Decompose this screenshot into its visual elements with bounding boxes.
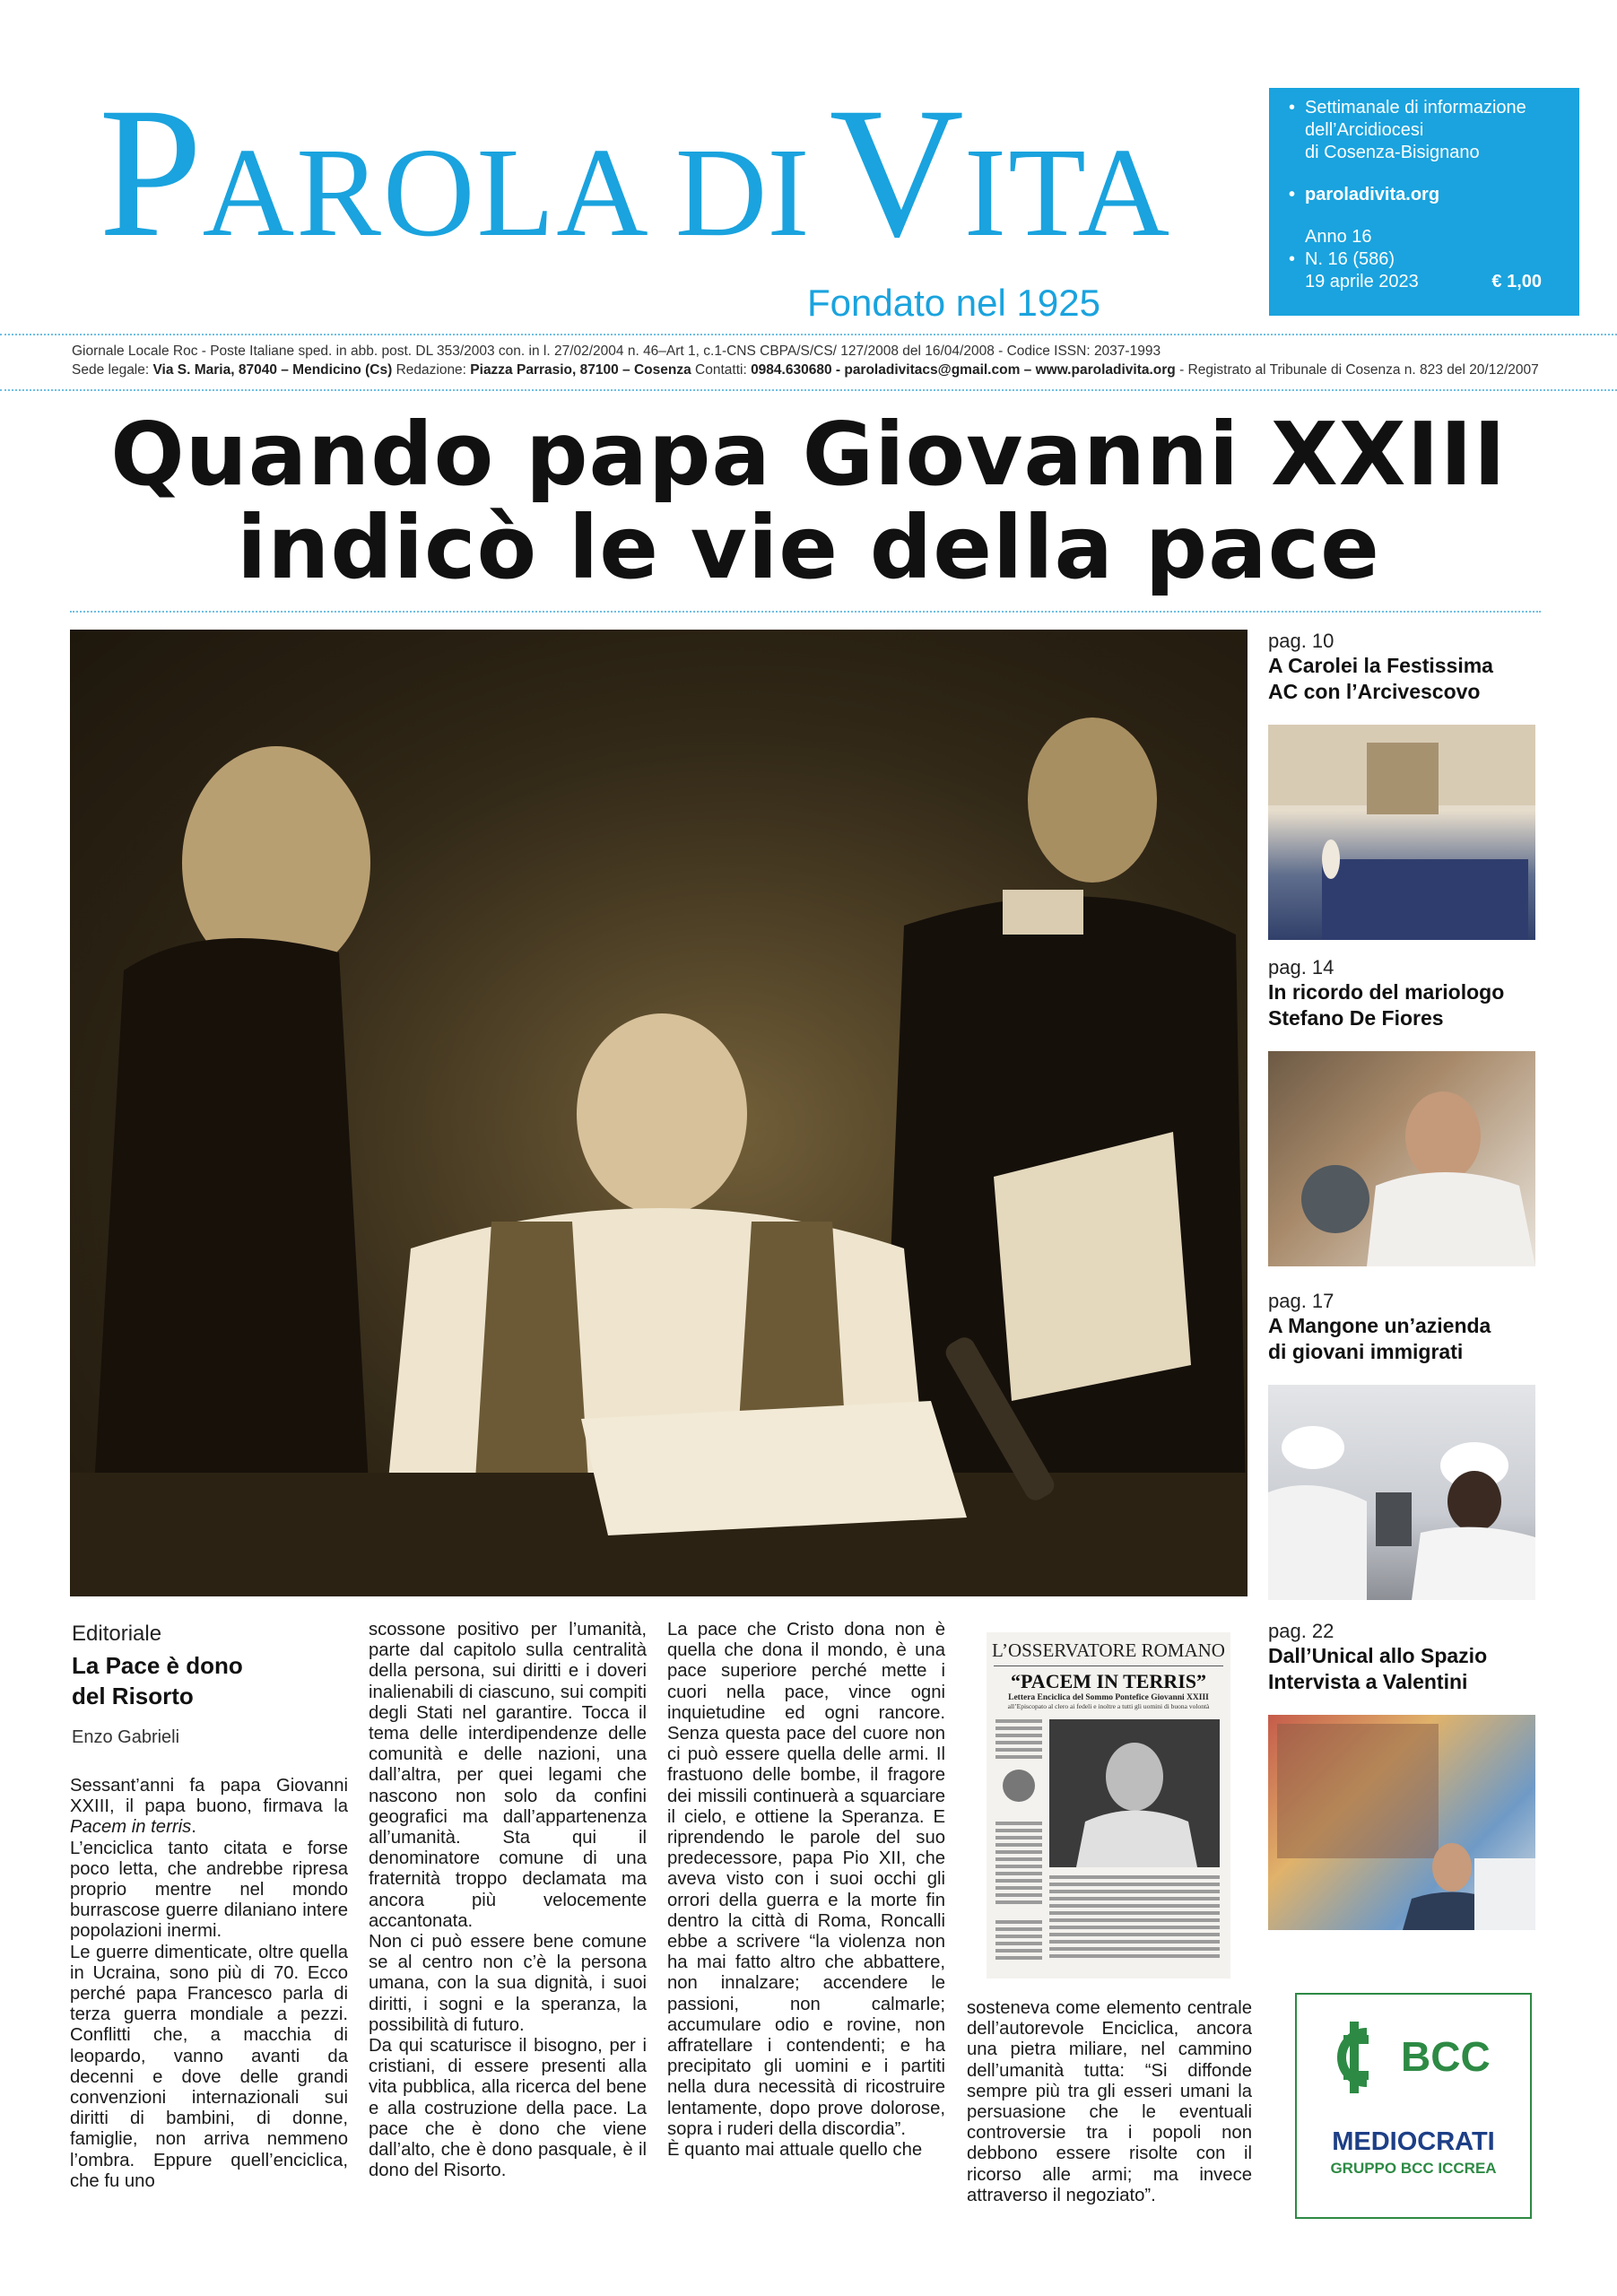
sidebar-photo-unical (1268, 1715, 1535, 1930)
osservatore-romano-clipping (987, 1632, 1230, 1979)
masthead-letters: AROLA (202, 121, 650, 263)
sidebar-photo-mangone (1268, 1385, 1535, 1600)
clipping-subtitle: Lettera Enciclica del Sommo Pontefice Giovanni XXIII (1008, 1693, 1209, 1702)
headline-line: Quando papa Giovanni XXIII (110, 404, 1507, 505)
legal-line-address: Sede legale: Via S. Maria, 87040 – Mendicino (Cs) Redazione: Piazza Parrasio, 87100 – Cosenza Contatti: 0984.630680 - paroladivitacs@gmail.com – www.paroladivita.org - Registrato al Tribunale di Cosenza n. 823 del 20/12/2007 (72, 362, 1539, 378)
article-paragraph: sosteneva come elemento centrale dell’autorevole Enciclica, ancora una pietra miliare, nel cammino dell’umanità tutta: “Si diffonde sempre più tra gli esseri umani la persuasione che le eventuali controversie tra i popoli non debbono essere risolte con il ricorso alle armi; ma invece attraverso il negoziato”. (967, 1998, 1252, 2205)
photo-illustration (1268, 1051, 1535, 1266)
issue-number: N. 16 (586) (1305, 249, 1395, 269)
sidebar-page-ref: pag. 22 (1268, 1620, 1334, 1642)
main-headline (36, 404, 1581, 598)
bcc-mediocrati-ad[interactable] (1295, 1993, 1532, 2219)
ad-group-name: GRUPPO BCC ICCREA (1330, 2160, 1497, 2177)
article-kicker: Editoriale (72, 1622, 162, 1646)
clipping-masthead: L’OSSERVATORE ROMANO (992, 1639, 1225, 1661)
article-column-1 (70, 1776, 348, 2192)
article-column-2 (369, 1620, 647, 2181)
issue-price: € 1,00 (1491, 272, 1542, 291)
ad-bank-name: MEDIOCRATI (1332, 2127, 1495, 2156)
sidebar-story-title[interactable]: A Mangone un’azienda di giovani immigrati (1268, 1314, 1491, 1363)
article-paragraph: Non ci può essere bene comune se al centro non c’è la persona umana, con la sua dignità, i suoi diritti, i sogni e la speranza, la possibilità di futuro. (369, 1932, 647, 2035)
masthead-letters: ITA (963, 121, 1172, 263)
article-paragraph: La pace che Cristo dona non è quella che dona il mondo, è una pace superiore perché mette i cuori nella pace, vince ogni inquietudine ed ogni rancore. Senza questa pace del cuore non ci può essere quella delle armi. Il frastuono delle bombe, il fragore dei missili continuerà a squarciare il cielo, e ottiene la Speranza. E riprendendo le parole del suo predecessore, papa Pio XII, che aveva visto con i suoi occhi gli orrori della guerra e la morte fin dentro la città di Roma, Roncalli ebbe a scrivere “la violenza non ha mai fatto altro che abbattere, non innalzare; accendere le passioni, non calmarle; accumulare odio e rovine, non affratellare i contendenti; e ha precipitato gli uomini e i partiti nella dura necessità di ricostruire lentamente, dopo prove dolorose, sopra i ruderi della discordia”. (667, 1620, 945, 2139)
sidebar-page-ref: pag. 10 (1268, 630, 1334, 652)
article-column-3 (667, 1620, 945, 2161)
website-link[interactable]: paroladivita.org (1305, 185, 1440, 204)
masthead-letter: V (829, 69, 964, 275)
article-paragraph: L’enciclica tanto citata e forse poco letta, che andrebbe ripresa proprio mentre nel mondo burrascose guerre dilaniano intere popolazioni inermi. (70, 1838, 348, 1942)
clipping-subtitle: all’Episcopato al clero ai fedeli e inoltre a tutti gli uomini di buona volontà (1007, 1702, 1210, 1710)
encyclical-title: Pacem in terris (70, 1817, 192, 1838)
sidebar-photo-de-fiores (1268, 1051, 1535, 1266)
photo-illustration (1268, 725, 1535, 940)
founded-tagline: Fondato nel 1925 (807, 282, 1100, 324)
masthead-letter: P (99, 69, 203, 275)
article-title: La Pace è dono del Risorto (72, 1652, 243, 1709)
article-author: Enzo Gabrieli (72, 1727, 180, 1747)
clipping-columns-illustration (987, 1714, 1230, 1979)
sidebar-story-title[interactable]: A Carolei la Festissima AC con l’Arcivescovo (1268, 654, 1493, 703)
main-photo-pope-signing (70, 630, 1248, 1596)
photo-illustration (70, 630, 1248, 1596)
sidebar-photo-carolei (1268, 725, 1535, 940)
article-paragraph: Sessant’anni fa papa Giovanni XXIII, il papa buono, firmava la Pacem in terris. (70, 1776, 348, 1838)
article-paragraph: È quanto mai attuale quello che (667, 2140, 923, 2161)
bullet-icon: • (1289, 185, 1296, 204)
info-line: di Cosenza-Bisignano (1305, 143, 1480, 162)
article-paragraph: scossone positivo per l’umanità, parte dal capitolo sulla centralità della persona, sui diritti e i doveri inalienabili di ciascuno, sui compiti degli Stati nel garantire. Tocca il tema delle interdipendenze delle comunità e delle nazioni, una dall’altra, per quei legami che nascono non solo da confini geografici ma dall’appartenenza all’umanità. Sta qui il denominatore comune di una fraternità troppo declamata ma ancora più velocemente accantonata. (369, 1620, 647, 1931)
photo-illustration (1268, 1385, 1535, 1600)
headline-line: indicò le vie della pace (237, 497, 1380, 598)
sidebar-page-ref: pag. 17 (1268, 1290, 1334, 1312)
bcc-logo (1297, 1995, 1530, 2217)
article-paragraph: Da qui scaturisce il bisogno, per i cristiani, di essere presenti alla vita pubblica, alla ricerca del bene e alla costruzione della pace. La pace che è dono che viene dall’alto, che è dono pasquale, è il dono del Risorto. (369, 2036, 647, 2181)
article-column-4 (967, 1998, 1252, 2206)
masthead-letters: DI (674, 121, 810, 263)
legal-line: Giornale Locale Roc - Poste Italiane sped. in abb. post. DL 353/2003 con. in l. 27/02/2004 n. 46–Art 1, c.1-CNS CBPA/S/CS/ 127/2008 del 16/04/2008 - Codice ISSN: 2037-1993 (72, 344, 1161, 359)
divider (70, 611, 1541, 613)
issue-year: Anno 16 (1305, 227, 1372, 247)
info-line: dell’Arcidiocesi (1305, 120, 1424, 140)
photo-illustration (1268, 1715, 1535, 1930)
masthead-info-box (1269, 88, 1579, 316)
divider (0, 334, 1617, 335)
sidebar-story-title[interactable]: In ricordo del mariologo Stefano De Fiores (1268, 980, 1505, 1030)
info-line: Settimanale di informazione (1305, 98, 1526, 117)
bullet-icon: • (1289, 249, 1296, 269)
bullet-icon: • (1289, 98, 1296, 117)
article-paragraph: Le guerre dimenticate, oltre quella in Ucraina, sono più di 70. Ecco perché papa Francesco parla di terza guerra mondiale a pezzi. Conflitti che, a macchia di leopardo, vanno avanti da decenni e dove delle grandi convenzioni internazionali sui diritti di bambini, di donne, famiglie, non arriva nemmeno l’ombra. Eppure quell’enciclica, che fu uno (70, 1942, 348, 2191)
bcc-brand-text: BCC (1401, 2033, 1491, 2080)
issue-date: 19 aprile 2023 (1305, 272, 1419, 291)
divider (0, 389, 1617, 391)
sidebar-story-title[interactable]: Dall’Unical allo Spazio Intervista a Valentini (1268, 1644, 1488, 1693)
masthead-logo (99, 69, 1172, 275)
sidebar-page-ref: pag. 14 (1268, 956, 1334, 978)
clipping-headline: “PACEM IN TERRIS” (1011, 1670, 1206, 1692)
